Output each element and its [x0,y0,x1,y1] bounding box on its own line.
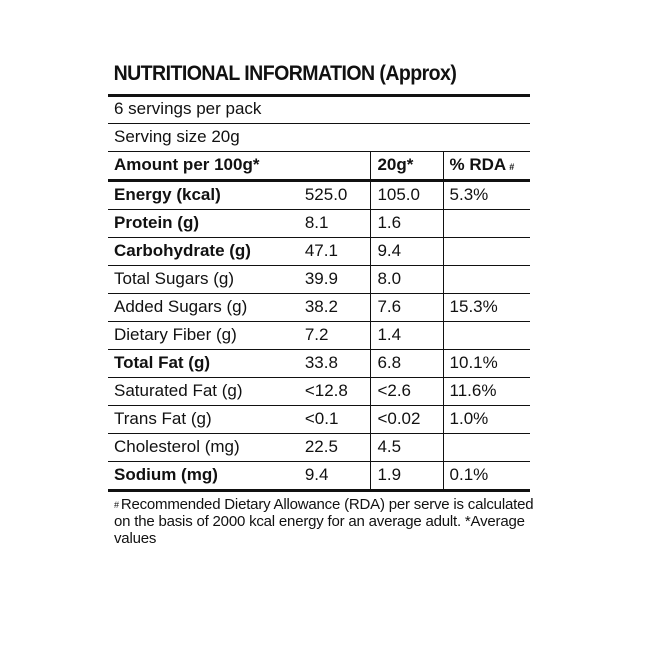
servings-row [108,96,530,124]
value-per-100g: 33.8 [299,349,371,377]
value-per-serve: <2.6 [371,377,443,405]
value-per-serve: 1.4 [371,321,443,349]
nutrient-row [108,293,530,321]
value-per-100g: 47.1 [299,237,371,265]
nutrient-row [108,433,530,461]
value-rda [443,209,530,237]
value-per-100g: <0.1 [299,405,371,433]
nutrient-name: Trans Fat (g) [108,405,299,433]
value-per-serve: 7.6 [371,293,443,321]
footnote-text: Recommended Dietary Allowance (RDA) per serve is calculated on the basis of 2000 kcal energy for an average adult. *Average values [114,495,534,547]
value-per-serve: <0.02 [371,405,443,433]
value-per-100g: <12.8 [299,377,371,405]
header-per-serve: 20g* [371,151,443,180]
header-rda-label: % RDA [449,155,507,174]
nutrient-name: Added Sugars (g) [108,293,299,321]
nutrition-panel [108,58,534,547]
nutrient-name: Cholesterol (mg) [108,433,299,461]
nutrient-name: Dietary Fiber (g) [108,321,299,349]
value-per-serve: 4.5 [371,433,443,461]
nutrient-row [108,265,530,293]
header-rda [443,151,530,180]
value-per-serve: 6.8 [371,349,443,377]
nutrient-row [108,377,530,405]
value-rda: 1.0% [443,405,530,433]
value-per-100g: 9.4 [299,461,371,490]
value-per-serve: 105.0 [371,180,443,209]
value-per-serve: 1.9 [371,461,443,490]
nutrient-name: Sodium (mg) [108,461,299,490]
nutrient-row [108,321,530,349]
nutrient-row [108,405,530,433]
nutrient-name: Carbohydrate (g) [108,237,299,265]
value-rda [443,237,530,265]
value-per-100g: 525.0 [299,180,371,209]
nutrient-row [108,180,530,209]
nutrition-table [108,94,530,492]
value-per-serve: 1.6 [371,209,443,237]
value-rda: 0.1% [443,461,530,490]
value-rda [443,321,530,349]
value-rda: 10.1% [443,349,530,377]
value-per-100g: 8.1 [299,209,371,237]
footnote [108,496,534,547]
servings-per-pack: 6 servings per pack [108,96,530,124]
value-per-100g: 38.2 [299,293,371,321]
panel-title: NUTRITIONAL INFORMATION (Approx) [113,62,457,85]
value-rda [443,265,530,293]
value-rda [443,433,530,461]
nutrient-row [108,461,530,490]
value-per-100g: 22.5 [299,433,371,461]
value-rda: 15.3% [443,293,530,321]
nutrient-name: Protein (g) [108,209,299,237]
rda-footnote-mark: # [509,162,515,172]
value-per-100g: 7.2 [299,321,371,349]
value-per-serve: 8.0 [371,265,443,293]
header-amount: Amount per 100g* [108,151,371,180]
nutrient-name: Total Sugars (g) [108,265,299,293]
value-per-serve: 9.4 [371,237,443,265]
footnote-mark: # [114,499,119,510]
nutrient-row [108,209,530,237]
nutrient-row [108,237,530,265]
serving-size-row [108,123,530,151]
nutrient-name: Energy (kcal) [108,180,299,209]
serving-size: Serving size 20g [108,123,530,151]
value-rda: 5.3% [443,180,530,209]
nutrient-name: Saturated Fat (g) [108,377,299,405]
table-header-row [108,151,530,180]
value-rda: 11.6% [443,377,530,405]
nutrient-name: Total Fat (g) [108,349,299,377]
value-per-100g: 39.9 [299,265,371,293]
nutrient-row [108,349,530,377]
